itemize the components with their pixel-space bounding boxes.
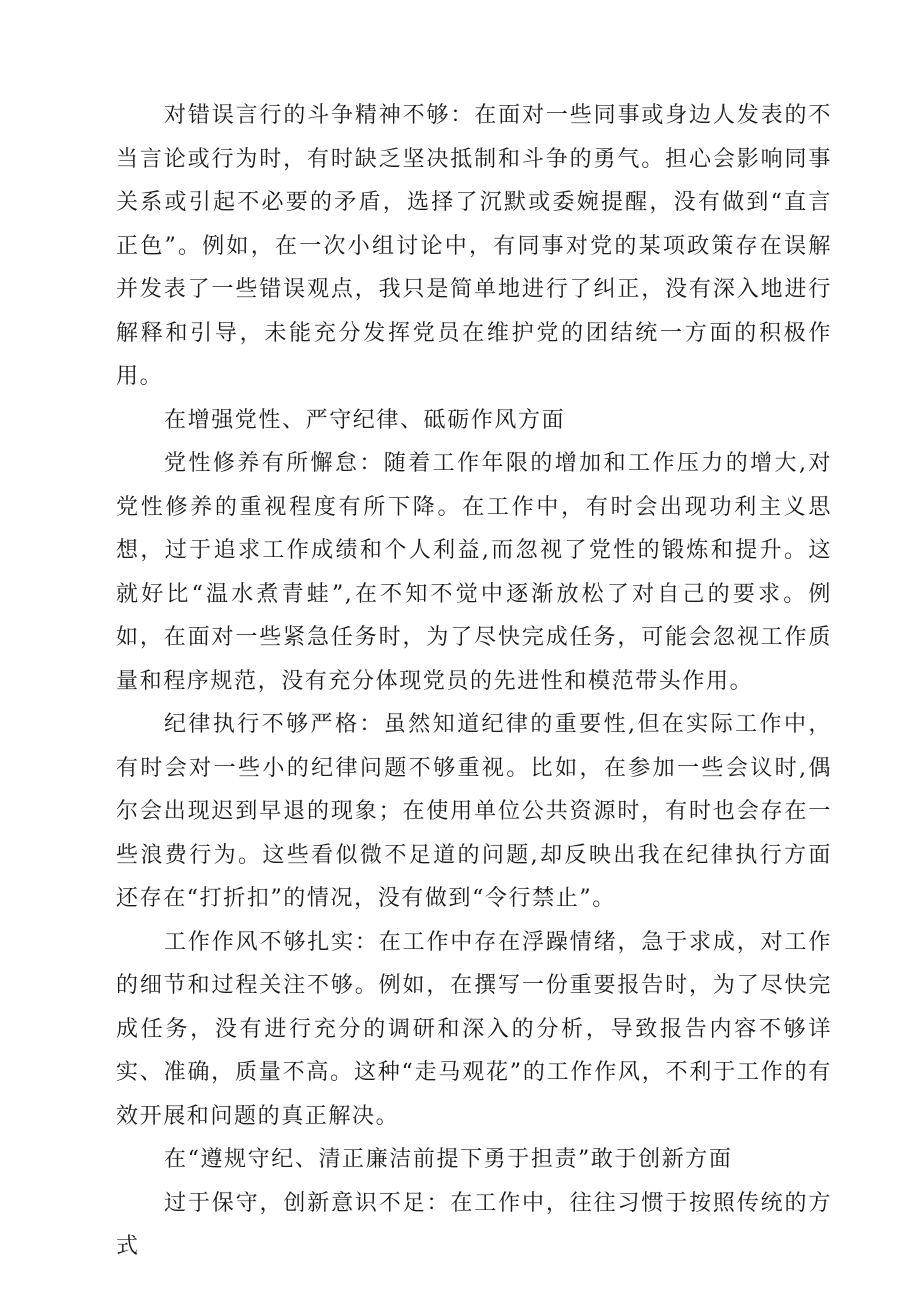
paragraph-struggle-spirit: 对错误言行的斗争精神不够：在面对一些同事或身边人发表的不当言论或行为时，有时缺乏坚决抵制和斗争的勇气。担心会影响同事关系或引起不必要的矛盾，选择了沉默或委婉提醒，没有做到“直言正色”。例如，在一次小组讨论中，有同事对党的某项政策存在误解并发表了一些错误观点，我只是简单地进行了纠正，没有深入地进行解释和引导，未能充分发挥党员在维护党的团结统一方面的积极作用。 [116, 103, 832, 389]
section-heading-innovation: 在“遵规守纪、清正廉洁前提下勇于担责”敢于创新方面 [164, 1147, 733, 1172]
paragraph-party-cultivation: 党性修养有所懈怠：随着工作年限的增加和工作压力的增大,对党性修养的重视程度有所下降。在工作中，有时会出现功利主义思想，过于追求工作成绩和个人利益,而忽视了党性的锻炼和提升。这就好比“温水煮青蛙”,在不知不觉中逐渐放松了对自己的要求。例如，在面对一些紧急任务时，为了尽快完成任务，可能会忽视工作质量和程序规范，没有充分体现党员的先进性和模范带头作用。 [116, 451, 832, 694]
section-heading-party-spirit: 在增强党性、严守纪律、砥砺作风方面 [164, 407, 566, 433]
paragraph-discipline-execution: 纪律执行不够严格：虽然知道纪律的重要性,但在实际工作中，有时会对一些小的纪律问题不够重视。比如，在参加一些会议时,偶尔会出现迟到早退的现象；在使用单位公共资源时，有时也会存在一些浪费行为。这些看似微不足道的问题,却反映出我在纪律执行方面还存在“打折扣”的情况，没有做到“令行禁止”。 [116, 712, 832, 911]
document-body [116, 94, 832, 1269]
paragraph-innovation-awareness: 过于保守，创新意识不足：在工作中，往往习惯于按照传统的方式 [116, 1190, 832, 1259]
paragraph-work-style: 工作作风不够扎实：在工作中存在浮躁情绪，急于求成，对工作的细节和过程关注不够。例如，在撰写一份重要报告时，为了尽快完成任务，没有进行充分的调研和深入的分析，导致报告内容不够详实、准确，质量不高。这种“走马观花”的工作作风，不利于工作的有效开展和问题的真正解决。 [116, 929, 832, 1129]
